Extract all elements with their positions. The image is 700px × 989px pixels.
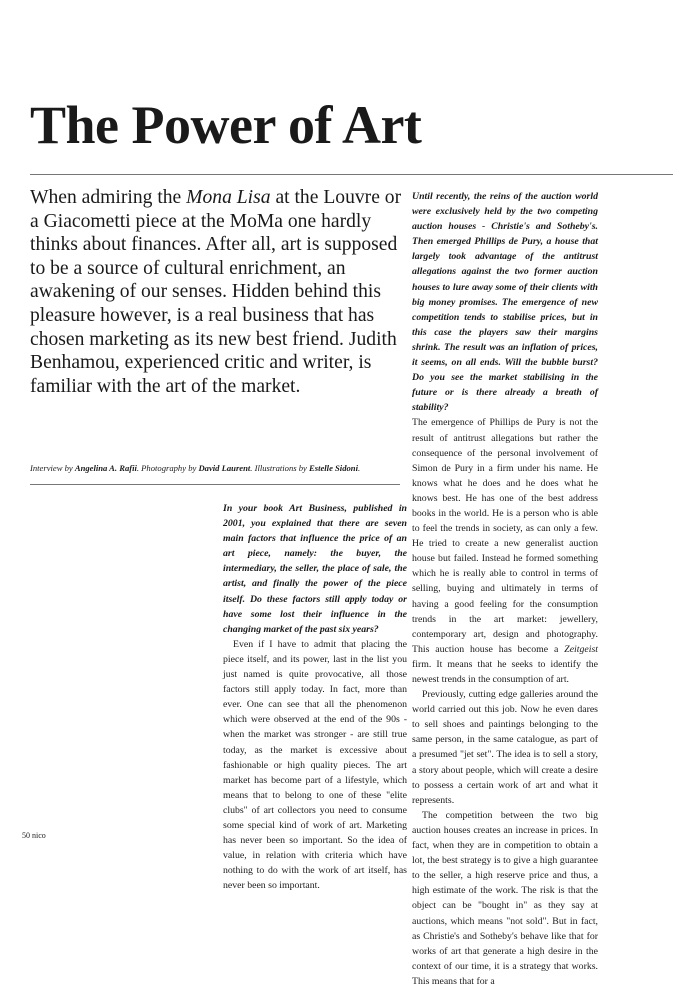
title-divider bbox=[30, 174, 673, 175]
lead-text-part: at the Louvre or a Giacometti piece at the MoMa one hardly thinks about finances. After all, art is supposed to be a source of cultural enrichment, an awakening of our senses. Hidden behind this pleasure however, is a real business that has chosen marketing as its new best friend. Judith Benhamou, experienced critic and writer, is familiar with the art of the market. bbox=[30, 187, 402, 397]
article-title: The Power of Art bbox=[30, 95, 422, 155]
credit-label: . Photography by bbox=[136, 463, 199, 473]
credit-interviewer: Angelina A. Rafii bbox=[74, 463, 137, 473]
middle-column bbox=[223, 501, 407, 892]
right-column bbox=[412, 189, 598, 987]
interview-question: Until recently, the reins of the auction world were exclusively held by the two competing auction houses - Christie's and Sotheby's. Then emerged Phillips de Pury, a house that largely took advantage of the antitrust allegations against the two former auction houses to lure away some of their clients with big money promises. The emergence of new competition tends to stabilise prices, but in this case the players saw their margins shrink. The result was an inflation of prices, it seems, on all ends. Will the bubble burst? Do you see the market stabilising in the future or is there already a breath of stability? bbox=[412, 191, 598, 414]
credit-photographer: David Laurent bbox=[198, 463, 251, 473]
interview-answer bbox=[412, 415, 598, 687]
credits-divider bbox=[30, 484, 400, 485]
credit-label: . bbox=[357, 463, 361, 473]
lead-artwork-name: Mona Lisa bbox=[186, 187, 271, 208]
lead-text-part: When admiring the bbox=[30, 187, 187, 208]
answer-text-part: firm. It means that he seeks to identify the newest trends in the consumption of art. bbox=[412, 658, 598, 685]
interview-answer: Previously, cutting edge galleries around the world carried out this job. Now he even dares to sell shoes and paintings belonging to the same person, in the same catalogue, as part of a presumed "jet set". The idea is to sell a story, a story about people, which will create a desire to possess a certain work of art and what it represents. bbox=[412, 689, 598, 806]
credit-label: . Illustrations by bbox=[250, 463, 310, 473]
answer-text-part: The emergence of Phillips de Pury is not the result of antitrust allegations but rather the consequence of the personal involvement of Simon de Pury in a firm under his name. He knows what he does and he does what he knows best. He has one of the best address books in the world. He is a person who is able to feel the trends in society, as can only a few. He tried to create a new generalist auction house but failed. Instead he formed something which he is really able to control in terms of selling, buying and ultimately in terms of having a good feeling for the consumption trends in the art market: jewellery, contemporary art, design and photography. This auction house has become a bbox=[412, 417, 598, 655]
credit-label: Interview by bbox=[30, 463, 75, 473]
interview-answer: Even if I have to admit that placing the piece itself, and its power, last in the list you just named is quite provocative, all those factors still apply today. In fact, more than ever. One can see that all the phenomenon which were observed at the end of the 90s - when the market was stronger - are still true today, as the market is excessive about fashionable or high quality pieces. The art market has become part of a lifestyle, which means that to belong to one of these "elite clubs" of art collectors you need to consume some special kind of work of art. Marketing has never been so important. So the idea of value, in relation with criteria which have nothing to do with the work of art itself, has never been so important. bbox=[223, 638, 407, 892]
credit-illustrator: Estelle Sidoni bbox=[309, 463, 358, 473]
page-footer: 50 nico bbox=[22, 831, 46, 840]
answer-emphasis: Zeitgeist bbox=[564, 643, 598, 655]
interview-answer: The competition between the two big auction houses creates an increase in prices. In fact, when they are in competition to obtain a lot, the best strategy is to give a high guarantee to the seller, a high reserve price and thus, a high estimate of the work. The risk is that the object can be "bought in" as they say at auctions, which means "not sold". But in fact, as Christie's and Sotheby's behave like that for works of art that generate a high desire in the context of our time, it is a strategy that works. This means that for a bbox=[412, 809, 598, 987]
interview-question: In your book Art Business, published in 2001, you explained that there are seven main factors that influence the price of an art piece, namely: the buyer, the intermediary, the seller, the place of sale, the artist, and finally the power of the piece itself. Do these factors still apply today or have some lost their influence in the changing market of the past six years? bbox=[223, 503, 407, 635]
article-credits bbox=[30, 462, 402, 474]
lead-paragraph bbox=[30, 186, 402, 398]
